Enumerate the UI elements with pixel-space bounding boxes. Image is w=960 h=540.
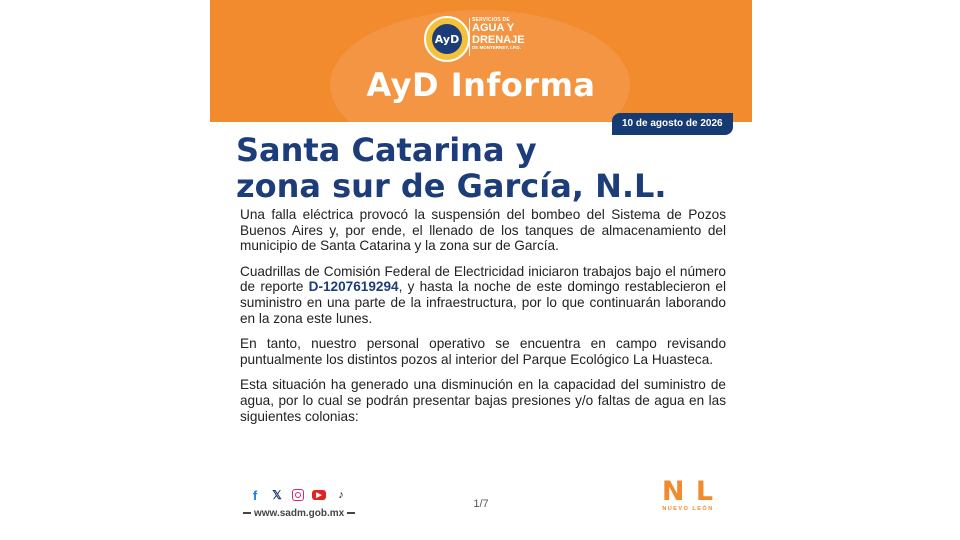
page-indicator: 1/7 bbox=[473, 498, 489, 510]
facebook-icon[interactable]: f bbox=[252, 487, 258, 503]
paragraph-2-start: Cuadrillas de Comisión Federal de Electricidad iniciaron trabajos bajo el número de reporte bbox=[240, 263, 726, 295]
paragraph-2 bbox=[240, 264, 726, 326]
tiktok-icon[interactable]: ♪ bbox=[338, 488, 344, 501]
dash-left bbox=[243, 512, 251, 514]
logo-line3: DRENAJE bbox=[472, 33, 525, 46]
paragraph-4: Esta situación ha generado una disminución en la capacidad del suministro de agua, por lo cual se podrán presentar bajas presiones y/o faltas de agua en las siguientes colonias: bbox=[240, 377, 726, 424]
logo-text bbox=[472, 18, 525, 51]
nl-logo-sub: NUEVO LEÓN bbox=[662, 506, 714, 512]
date-badge: 10 de agosto de 2026 bbox=[612, 113, 733, 135]
report-number: D-1207619294 bbox=[308, 279, 399, 295]
header-title: AyD Informa bbox=[366, 66, 596, 104]
youtube-icon[interactable]: ▶ bbox=[312, 490, 326, 500]
headline-line1: Santa Catarina y bbox=[236, 131, 537, 169]
dash-right bbox=[347, 512, 355, 514]
paragraph-3: En tanto, nuestro personal operativo se encuentra en campo revisando puntualmente los distintos pozos al interior del Parque Ecológico La Huasteca. bbox=[240, 336, 726, 367]
body-text bbox=[240, 207, 726, 434]
sadm-logo-icon bbox=[424, 16, 470, 62]
paragraph-1: Una falla eléctrica provocó la suspensión del bombeo del Sistema de Pozos Buenos Aires y, por ende, el llenado de los tanques de almacenamiento del municipio de Santa Catarina y la zona sur de García. bbox=[240, 207, 726, 254]
logo-line4: DE MONTERREY, I.P.D. bbox=[472, 45, 521, 51]
logo-monogram: AyD bbox=[432, 24, 462, 54]
x-icon[interactable]: 𝕏 bbox=[272, 488, 282, 502]
nuevo-leon-logo bbox=[646, 478, 730, 512]
logo-line1: SERVICIOS DE bbox=[472, 17, 510, 23]
website-url: www.sadm.gob.mx bbox=[254, 508, 345, 519]
logo-line2: AGUA Y bbox=[472, 22, 515, 34]
header-banner bbox=[210, 0, 752, 122]
nl-logo-mark: N L bbox=[661, 476, 715, 507]
headline bbox=[236, 132, 667, 204]
headline-line2: zona sur de García, N.L. bbox=[236, 167, 667, 205]
announcement-card bbox=[210, 0, 752, 540]
paragraph-2-end: , y hasta la noche de este domingo restablecieron el suministro en una parte de la infraestructura, por lo que continuarán laborando en la zona este lunes. bbox=[240, 279, 726, 326]
logo-divider bbox=[469, 18, 470, 56]
